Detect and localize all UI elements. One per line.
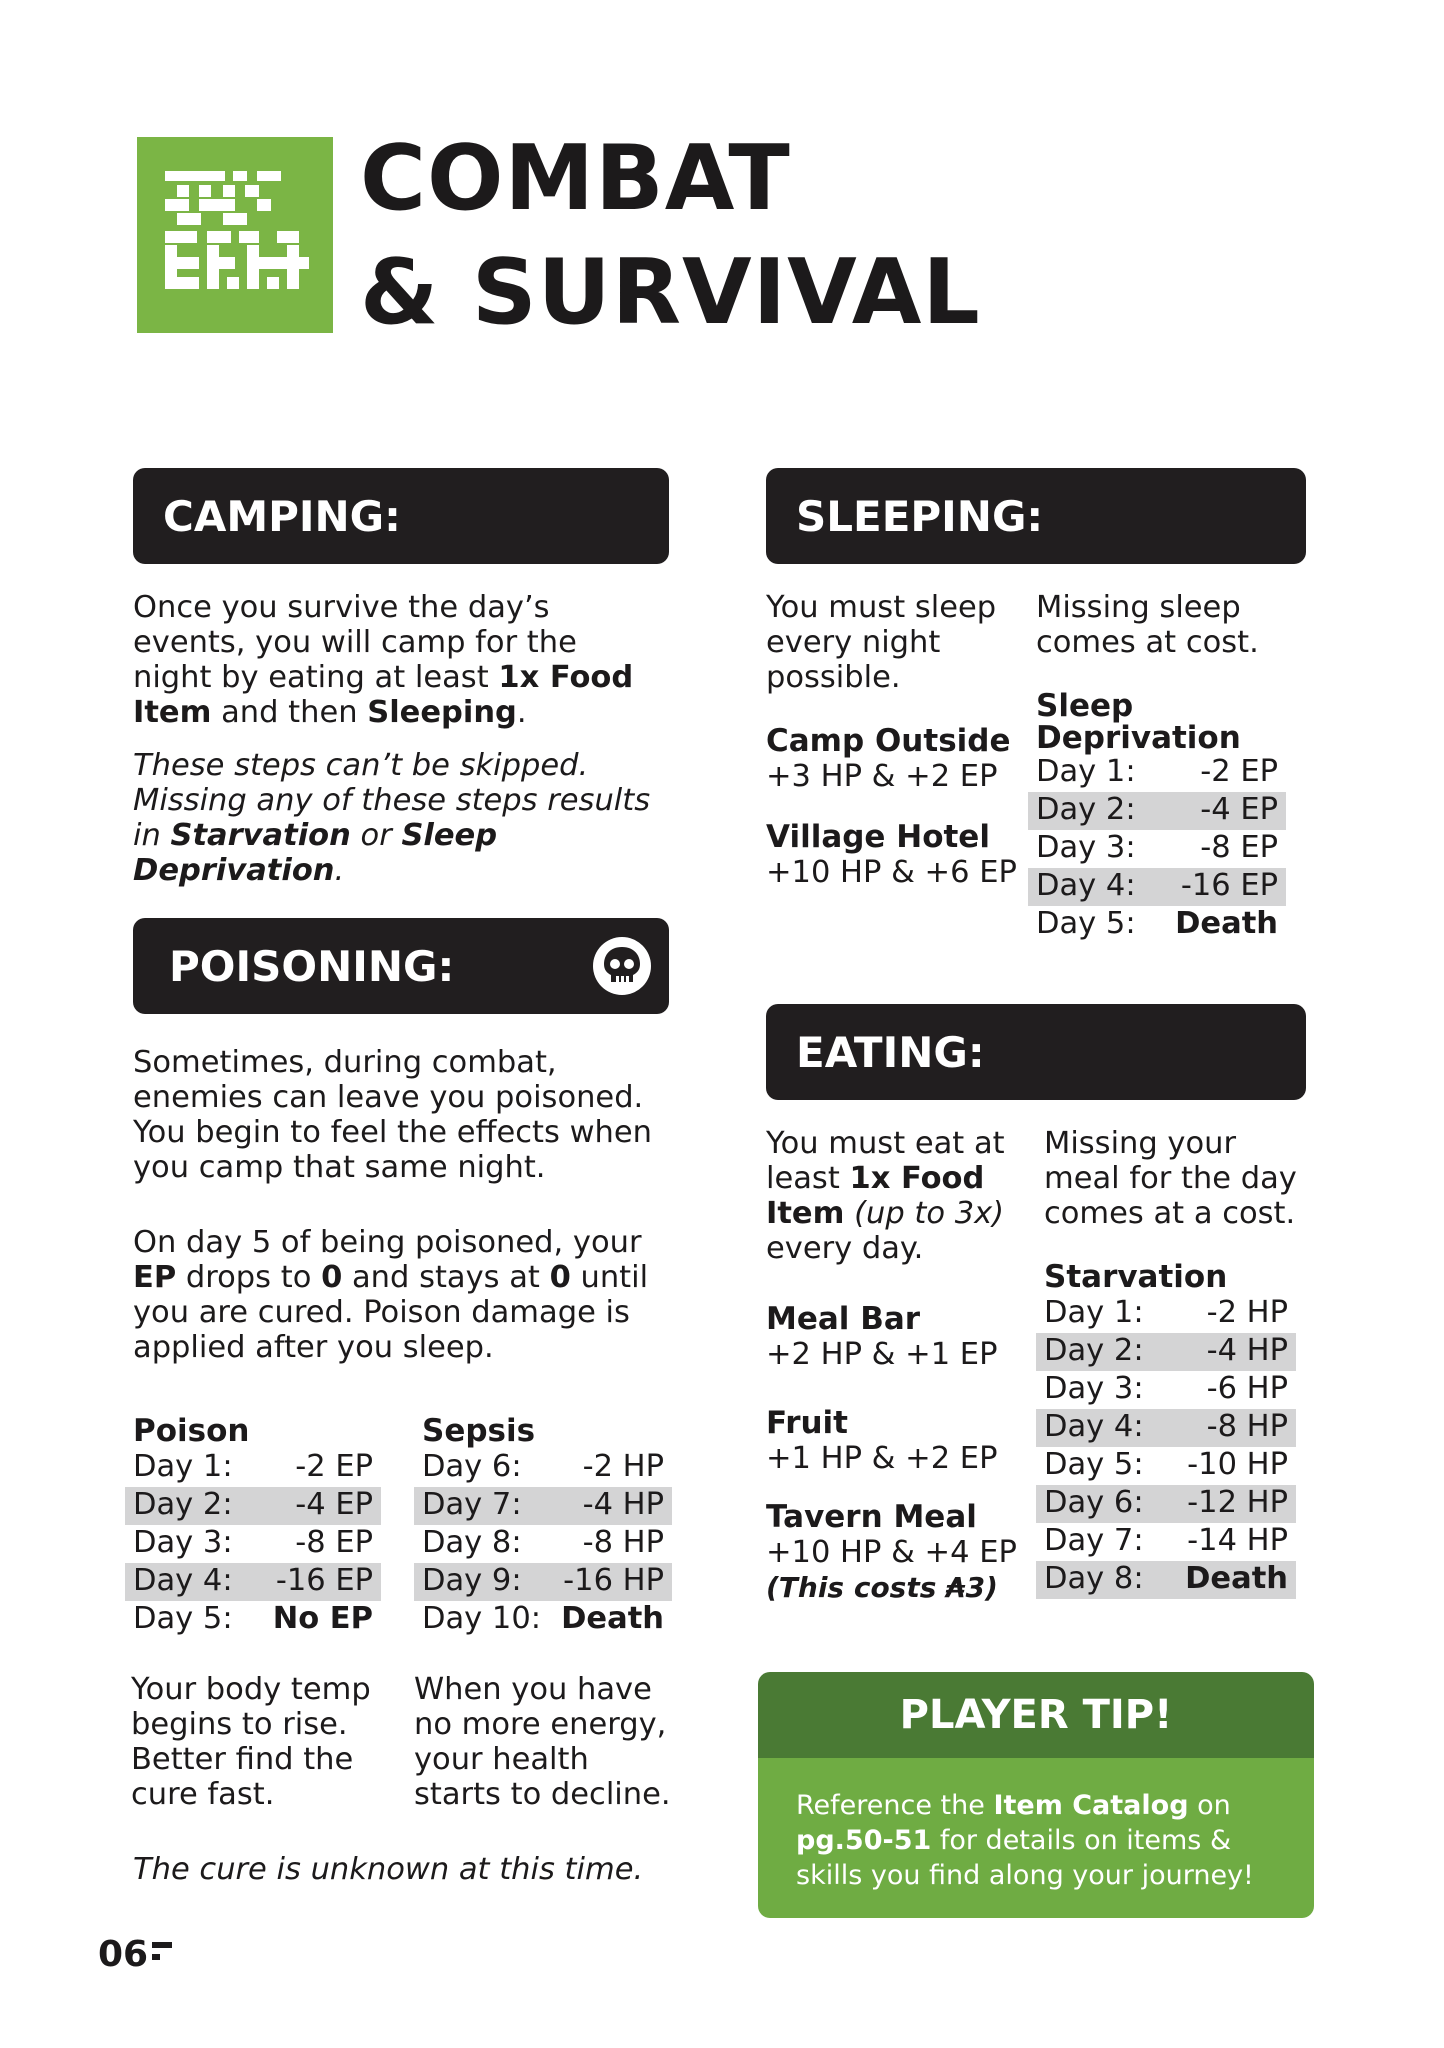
cure-note: The cure is unknown at this time. — [133, 1852, 644, 1887]
page-reference: pg.50-51 — [796, 1825, 932, 1856]
sleep-option: Village Hotel +10 HP & +6 EP — [766, 819, 1017, 890]
table-row: Day 6: -12 HP — [1036, 1485, 1296, 1523]
table-row: Day 2: -4 HP — [1036, 1333, 1296, 1371]
table-row: Day 2: -4 EP — [1028, 792, 1286, 830]
table-row: Day 1: -2 EP — [1036, 754, 1278, 789]
starvation-title: Starvation — [1044, 1259, 1228, 1295]
table-row: Day 4: -16 EP — [125, 1563, 381, 1601]
sleeping-header — [766, 468, 1306, 564]
player-tip-body: Reference the Item Catalog on pg.50-51 for details on items & skills you find along your journey! — [758, 1758, 1314, 1918]
table-row: Day 7: -4 HP — [414, 1487, 672, 1525]
sleep-deprivation-title: Sleep Deprivation — [1036, 688, 1241, 756]
table-row: Day 7: -14 HP — [1044, 1523, 1288, 1558]
camping-paragraph-1: Once you survive the day’s events, you will camp for the night by eating at least 1x Food Item and then Sleeping. — [133, 590, 634, 730]
sepsis-note: When you have no more energy, your health starts to decline. — [414, 1672, 671, 1812]
sepsis-table — [414, 1414, 672, 1639]
table-row: Day 4: -16 EP — [1028, 868, 1286, 906]
table-row: Day 9: -16 HP — [414, 1563, 672, 1601]
table-row: Day 5: No EP — [133, 1601, 373, 1636]
game-logo — [137, 137, 333, 333]
table-row: Day 1: -2 HP — [1044, 1295, 1288, 1330]
table-row: Day 4: -8 HP — [1036, 1409, 1296, 1447]
table-row: Day 5: -10 HP — [1044, 1447, 1288, 1482]
poison-note: Your body temp begins to rise. Better find the cure fast. — [131, 1672, 371, 1812]
eating-intro: You must eat at least 1x Food Item (up to 3x) every day. — [766, 1126, 1005, 1266]
poison-table-title: Poison — [133, 1413, 250, 1449]
sleeping-missing: Missing sleep comes at cost. — [1036, 590, 1259, 660]
poisoning-paragraph-1: Sometimes, during combat, enemies can leave you poisoned. You begin to feel the effects when you camp that same night. — [133, 1045, 652, 1185]
table-row: Day 8: Death — [1036, 1561, 1296, 1599]
sleep-option: Camp Outside +3 HP & +2 EP — [766, 723, 1011, 794]
page-title-line2: & SURVIVAL — [360, 240, 981, 345]
sleep-deprivation-table — [1028, 690, 1286, 944]
table-row: Day 5: Death — [1036, 906, 1278, 941]
table-row: Day 3: -8 EP — [1036, 830, 1278, 865]
sleeping-intro: You must sleep every night possible. — [766, 590, 997, 695]
table-row: Day 1: -2 EP — [133, 1449, 373, 1484]
table-row: Day 8: -8 HP — [422, 1525, 664, 1560]
skull-icon — [591, 935, 653, 997]
poisoning-title: POISONING: — [169, 941, 455, 991]
camping-paragraph-2: These steps can’t be skipped. Missing any of these steps results in Starvation or Sleep Deprivation. — [133, 748, 651, 888]
item-catalog-reference: Item Catalog — [993, 1790, 1189, 1821]
camping-title: CAMPING: — [163, 491, 401, 541]
tavern-cost-note: (This costs ₳3) — [766, 1571, 998, 1604]
poisoning-text — [133, 1045, 673, 1365]
meal-option: Tavern Meal +10 HP & +4 EP (This costs ₳3) — [766, 1500, 1026, 1605]
eating-title: EATING: — [796, 1027, 985, 1077]
player-tip-header — [758, 1672, 1314, 1758]
table-row: Day 3: -8 EP — [133, 1525, 373, 1560]
page-marker-icon — [150, 1940, 174, 1964]
table-row: Day 3: -6 HP — [1044, 1371, 1288, 1406]
page-number: 06 — [98, 1934, 174, 1975]
sleeping-title: SLEEPING: — [796, 491, 1044, 541]
meal-option: Fruit +1 HP & +2 EP — [766, 1405, 998, 1476]
eating-missing: Missing your meal for the day comes at a cost. — [1044, 1126, 1297, 1231]
table-row: Day 2: -4 EP — [125, 1487, 381, 1525]
player-tip-title: PLAYER TIP! — [899, 1692, 1173, 1738]
table-row: Day 10: Death — [422, 1601, 664, 1636]
camping-text — [133, 590, 663, 888]
camping-header — [133, 468, 669, 564]
page-title-line1: COMBAT — [360, 126, 791, 231]
eating-header — [766, 1004, 1306, 1100]
meal-option: Meal Bar +2 HP & +1 EP — [766, 1301, 998, 1372]
poisoning-paragraph-2: On day 5 of being poisoned, your EP drops to 0 and stays at 0 until you are cured. Poison damage is applied after you sleep. — [133, 1225, 649, 1365]
table-row: Day 6: -2 HP — [422, 1449, 664, 1484]
sepsis-table-title: Sepsis — [422, 1413, 536, 1449]
starvation-table — [1036, 1260, 1296, 1599]
pixel-glyph-icon — [137, 137, 333, 333]
poison-table — [125, 1414, 381, 1639]
poisoning-header — [133, 918, 669, 1014]
